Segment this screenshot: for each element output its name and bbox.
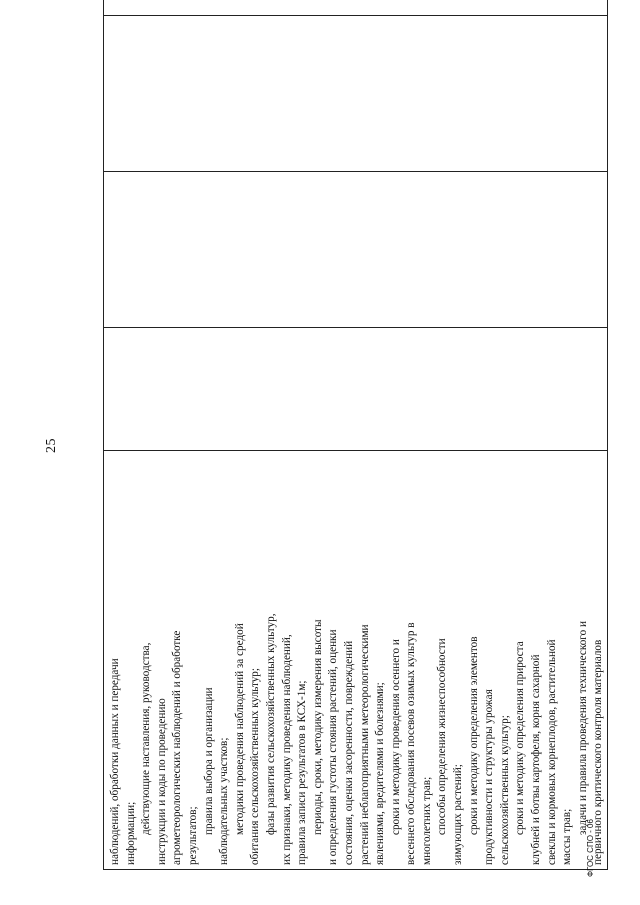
topic-line: фазы развития сельскохозяйственных культур, (264, 613, 277, 835)
topic-line: многолетних трав; (420, 776, 433, 865)
topic-line: свеклы и кормовых корнеплодов, растительной (545, 639, 558, 865)
topic-line: и определения густоты стояния растений, оценки (327, 629, 340, 865)
page-number: 25 (44, 438, 59, 453)
topic-line: зимующих растений; (452, 764, 465, 865)
topic-line: состояния, оценки засоренности, повреждений (342, 640, 355, 865)
footer-label: ФГОС СПО - 06 (586, 819, 595, 877)
topic-line: массы трав; (561, 808, 574, 865)
topic-line: наблюдений, обработки данных и передачи (109, 658, 121, 865)
topic-line: обитания сельскохозяйственных культур; (249, 668, 262, 865)
topic-line: продуктивности и структуры урожая (483, 689, 496, 865)
table-cell-empty (104, 172, 608, 328)
curriculum-table (103, 0, 608, 870)
topic-line: агрометеорологических наблюдений и обработке (171, 630, 184, 865)
topic-line: сроки и методику проведения осеннего и (389, 639, 402, 835)
topic-line: их признаки, методику проведения наблюдений, (280, 634, 293, 865)
topic-line: методики проведения наблюдений за средой (233, 623, 246, 835)
topic-line: инструкции и коды по проведению (155, 698, 168, 865)
topic-line: сельскохозяйственных культур; (498, 715, 511, 865)
topic-line: явлениями, вредителями и болезнями; (374, 682, 387, 865)
table-cell-empty (104, 16, 608, 172)
table-row (104, 0, 608, 870)
topic-line: клубней и ботвы картофеля, корня сахарной (530, 654, 543, 865)
topic-line: периоды, сроки, методику измерения высоты (311, 619, 324, 835)
topic-line: результатов; (186, 806, 199, 865)
topic-line: весеннего обследования посевов озимых культур в (405, 622, 418, 865)
topic-line: первичного критического контроля материалов (592, 639, 605, 865)
table-cell-empty (104, 328, 608, 451)
topic-line: действующие наставления, руководства, (140, 642, 153, 835)
topic-line: информации; (124, 801, 137, 865)
topic-line: растений неблагоприятными метеорологическими (358, 624, 371, 865)
table-cell-empty (104, 0, 608, 16)
topic-line: задачи и правила проведения технического и (576, 621, 589, 835)
topic-line: способы определения жизнеспособности (436, 638, 449, 835)
topic-line: сроки и методику определения элементов (467, 636, 480, 835)
topic-line: сроки и методику определения прироста (514, 641, 527, 835)
topic-line: правила выбора и организации (202, 687, 215, 835)
topic-line: наблюдательных участков; (218, 737, 231, 865)
table-cell-topics (104, 451, 608, 870)
topic-line: правила записи результатов в КСХ-1м; (296, 680, 309, 865)
topic-list (104, 451, 607, 869)
